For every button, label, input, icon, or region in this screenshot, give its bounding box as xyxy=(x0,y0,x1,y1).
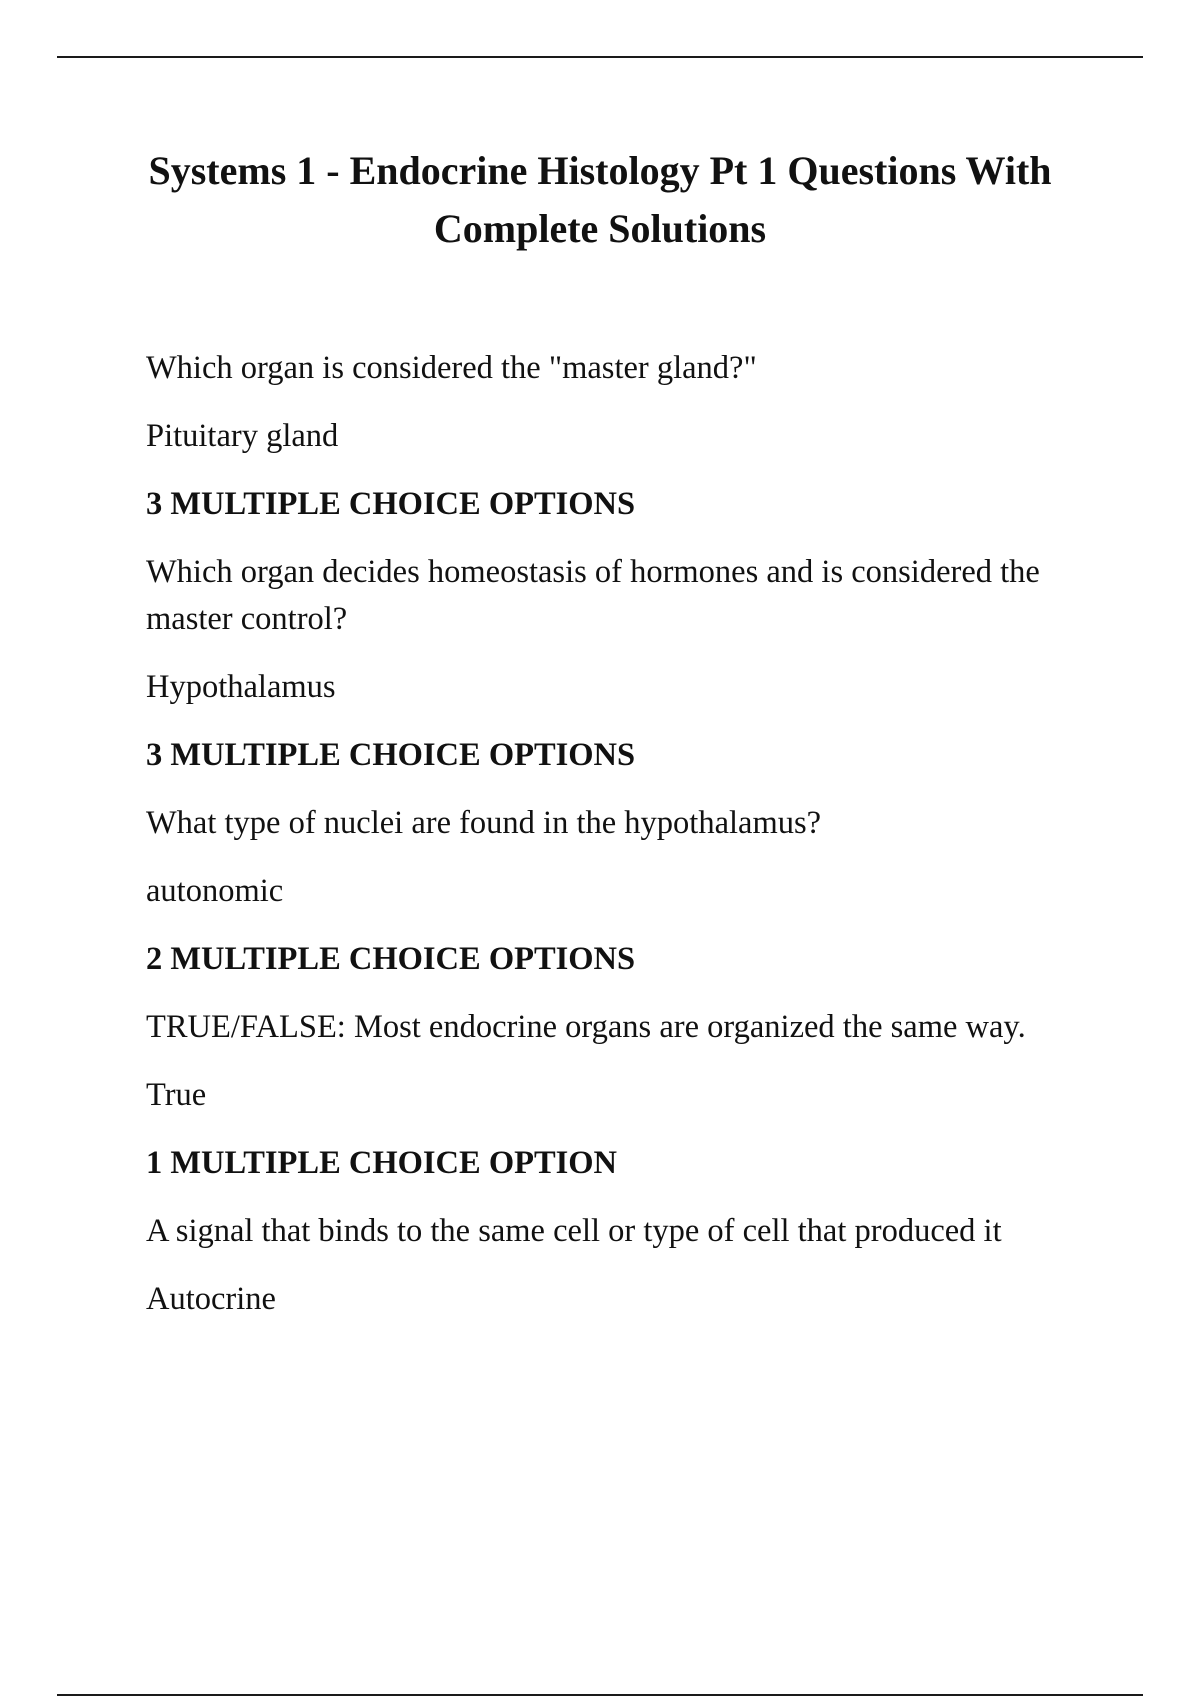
options-note-2: 3 MULTIPLE CHOICE OPTIONS xyxy=(146,737,636,773)
qa-list xyxy=(146,345,1086,1344)
question-4: TRUE/FALSE: Most endocrine organs are organized the same way. xyxy=(146,1009,1026,1045)
footer-rule xyxy=(57,1694,1143,1696)
answer-4: True xyxy=(146,1077,207,1113)
answer-1: Pituitary gland xyxy=(146,418,339,454)
options-note-4: 1 MULTIPLE CHOICE OPTION xyxy=(146,1145,618,1181)
header-rule xyxy=(57,56,1143,58)
options-note-3: 2 MULTIPLE CHOICE OPTIONS xyxy=(146,941,636,977)
document-title: Systems 1 - Endocrine Histology Pt 1 Questions With Complete Solutions xyxy=(148,148,1052,251)
question-1: Which organ is considered the "master gland?" xyxy=(146,350,757,386)
question-2: Which organ decides homeostasis of hormones and is considered the master control? xyxy=(146,554,1040,637)
answer-2: Hypothalamus xyxy=(146,669,336,705)
question-3: What type of nuclei are found in the hypothalamus? xyxy=(146,805,822,841)
answer-3: autonomic xyxy=(146,873,284,909)
question-5: A signal that binds to the same cell or type of cell that produced it xyxy=(146,1213,1002,1249)
options-note-1: 3 MULTIPLE CHOICE OPTIONS xyxy=(146,486,636,522)
answer-5: Autocrine xyxy=(146,1281,276,1317)
